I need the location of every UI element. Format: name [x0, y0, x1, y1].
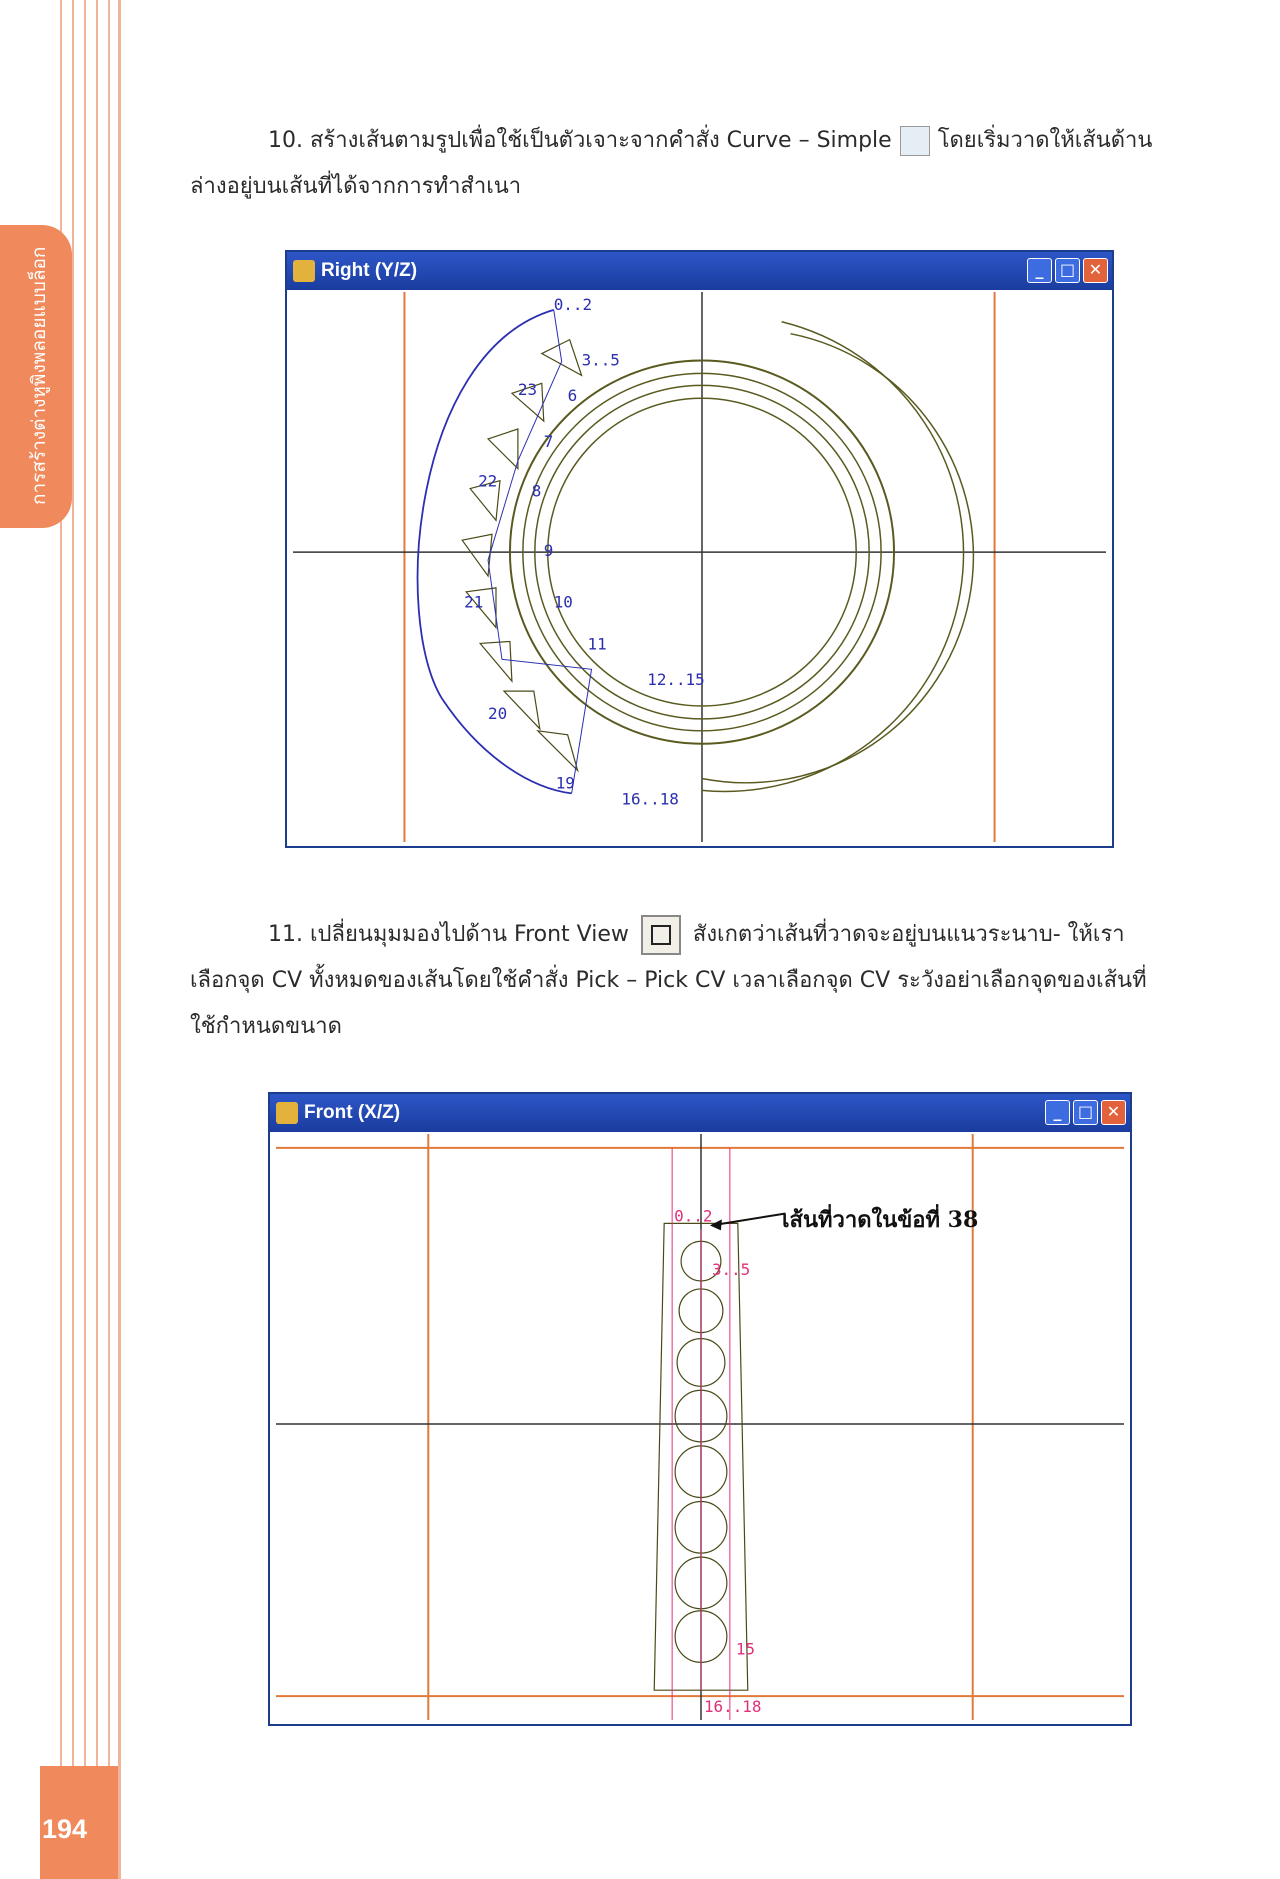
- cv-point-label: 15: [735, 1639, 755, 1659]
- cv-point-label: 19: [555, 773, 575, 793]
- cv-point-label: 16..18: [621, 789, 679, 809]
- close-button[interactable]: ✕: [1083, 258, 1108, 283]
- step-11-line-2: เลือกจุด CV ทั้งหมดของเส้นโดยใช้คำสั่ง Pick – Pick CV เวลาเลือกจุด CV ระวังอย่าเลือกจุดของเส้นที่: [190, 968, 1147, 993]
- cv-point-label: 7: [543, 431, 554, 451]
- app-icon: [293, 260, 315, 282]
- viewport-title: Right (Y/Z): [321, 260, 418, 281]
- cv-point-label: 20: [488, 703, 508, 723]
- cv-point-label: 23: [517, 380, 538, 400]
- chapter-title: การสร้างต่างหูพิงพลอยแบบล็อก: [28, 246, 50, 505]
- step-10-text: [190, 118, 1152, 210]
- cv-point-label: 8: [531, 481, 542, 501]
- cv-point-label: 3..5: [581, 350, 620, 370]
- right-viewport-window[interactable]: [285, 250, 1114, 848]
- cv-point-label: 16..18: [703, 1697, 762, 1717]
- step-11-text: [190, 912, 1147, 1050]
- margin-stripe: [118, 0, 121, 1879]
- app-icon: [276, 1102, 298, 1124]
- step-11-line-1b: สังเกตว่าเส้นที่วาดจะอยู่บนแนวระนาบ- ให้เรา: [692, 922, 1125, 947]
- cv-point-label: 22: [478, 471, 498, 491]
- callout-label: เส้นที่วาดในข้อที่ 38: [782, 1207, 979, 1233]
- cv-point-label: 9: [543, 541, 554, 561]
- minimize-button[interactable]: _: [1045, 1100, 1070, 1125]
- page-number: 194: [42, 1814, 88, 1844]
- cv-point-label: 3..5: [711, 1260, 751, 1280]
- margin-stripe: [84, 0, 86, 1879]
- close-button[interactable]: ✕: [1101, 1100, 1126, 1125]
- curve-simple-icon: [900, 126, 930, 156]
- front-viewport-canvas[interactable]: [276, 1134, 1124, 1720]
- margin-stripe: [72, 0, 74, 1879]
- step-11-line-1: 11. เปลี่ยนมุมมองไปด้าน Front View: [268, 922, 629, 947]
- viewport-title: Front (X/Z): [304, 1102, 401, 1123]
- step-10-line-1: 10. สร้างเส้นตามรูปเพื่อใช้เป็นตัวเจาะจากคำสั่ง Curve – Simple: [268, 128, 892, 153]
- step-10-line-2: ล่างอยู่บนเส้นที่ได้จากการทำสำเนา: [190, 174, 522, 199]
- cv-point-label: 21: [464, 592, 484, 612]
- cv-point-label: 10: [553, 592, 573, 612]
- margin-stripe: [108, 0, 110, 1879]
- front-view-icon: [641, 915, 681, 955]
- step-11-line-3: ใช้กำหนดขนาด: [190, 1014, 342, 1039]
- cv-point-label: 0..2: [674, 1206, 713, 1226]
- front-viewport-window[interactable]: [268, 1092, 1132, 1726]
- cv-point-label: 11: [587, 634, 607, 654]
- viewport-titlebar[interactable]: [287, 252, 1112, 290]
- maximize-button[interactable]: □: [1073, 1100, 1098, 1125]
- viewport-titlebar[interactable]: [270, 1094, 1130, 1132]
- minimize-button[interactable]: _: [1027, 258, 1052, 283]
- step-10-line-1b: โดยเริ่มวาดให้เส้นด้าน: [937, 128, 1153, 153]
- cv-point-label: 12..15: [647, 670, 705, 690]
- right-viewport-canvas[interactable]: [293, 292, 1106, 842]
- margin-stripe: [96, 0, 98, 1879]
- cv-point-label: 0..2: [553, 294, 593, 314]
- maximize-button[interactable]: □: [1055, 258, 1080, 283]
- cv-point-label: 6: [567, 386, 578, 406]
